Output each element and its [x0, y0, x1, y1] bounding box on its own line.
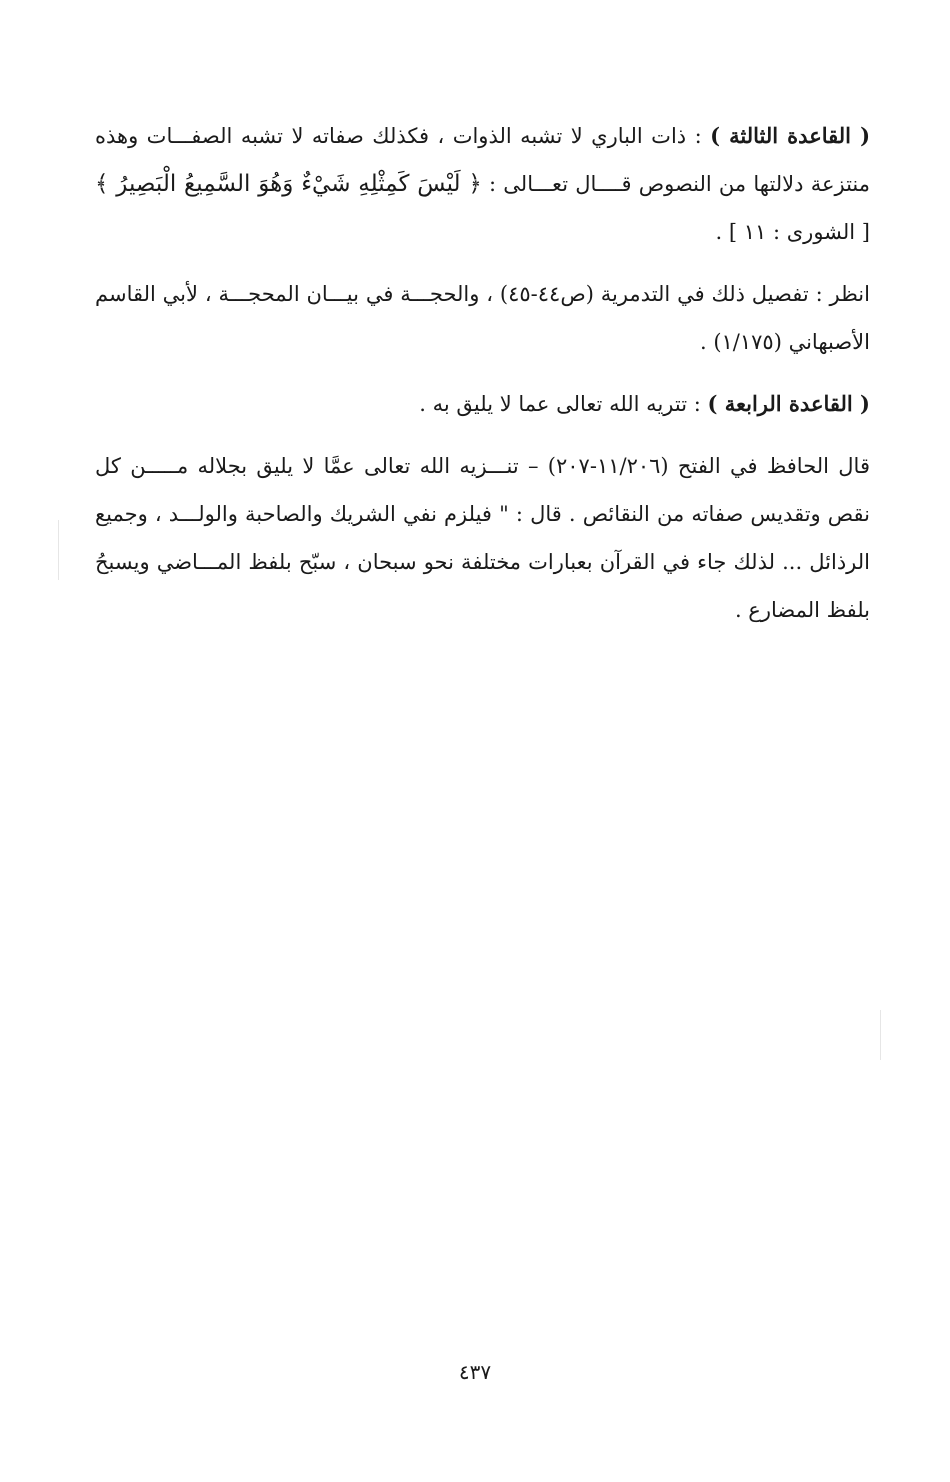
paragraph-rule-three	[95, 112, 870, 256]
quote-text: قال الحافظ في الفتح (١١/٢٠٦-٢٠٧) – تنـــزيه الله تعالى عمَّا لا يليق بجلاله مـــــن كل نقص وتقديس صفاته من النقائص . قال : " فيلزم نفي الشريك والصاحبة والولـــد ، وجميع الرذائل ... لذلك جاء في القرآن بعبارات مختلفة نحو سبحان ، سبّح بلفظ المـــاضي ويسبحُ بلفظ المضارع .	[95, 454, 870, 622]
reference-text: انظر : تفصيل ذلك في التدمرية (ص٤٤-٤٥) ، والحجـــة في بيـــان المحجـــة ، لأبي القاسم الأصبهاني (١/١٧٥) .	[95, 282, 870, 354]
rule-three-text: : ذات الباري لا تشبه الذوات ، فكذلك صفاته لا تشبه الصفـــات وهذه منتزعة دلالتها من النصوص قــــال تعـــالى :	[95, 124, 870, 196]
scan-artifact-line	[58, 520, 59, 580]
rule-three-heading: ( القاعدة الثالثة )	[710, 123, 870, 148]
paragraph-quote	[95, 442, 870, 634]
scan-artifact-line	[880, 1010, 881, 1060]
rule-four-text: : تتريه الله تعالى عما لا يليق به .	[419, 392, 708, 416]
rule-four-heading: ( القاعدة الرابعة )	[707, 391, 870, 416]
page-body	[95, 112, 870, 634]
quran-verse: ﴿ لَيْسَ كَمِثْلِهِ شَيْءٌ وَهُوَ السَّمِيعُ الْبَصِيرُ ﴾	[95, 171, 482, 197]
paragraph-reference	[95, 270, 870, 366]
paragraph-rule-four	[95, 380, 870, 428]
verse-citation: [ الشورى : ١١ ] .	[715, 220, 870, 244]
page-number: ٤٣٧	[458, 1360, 492, 1384]
